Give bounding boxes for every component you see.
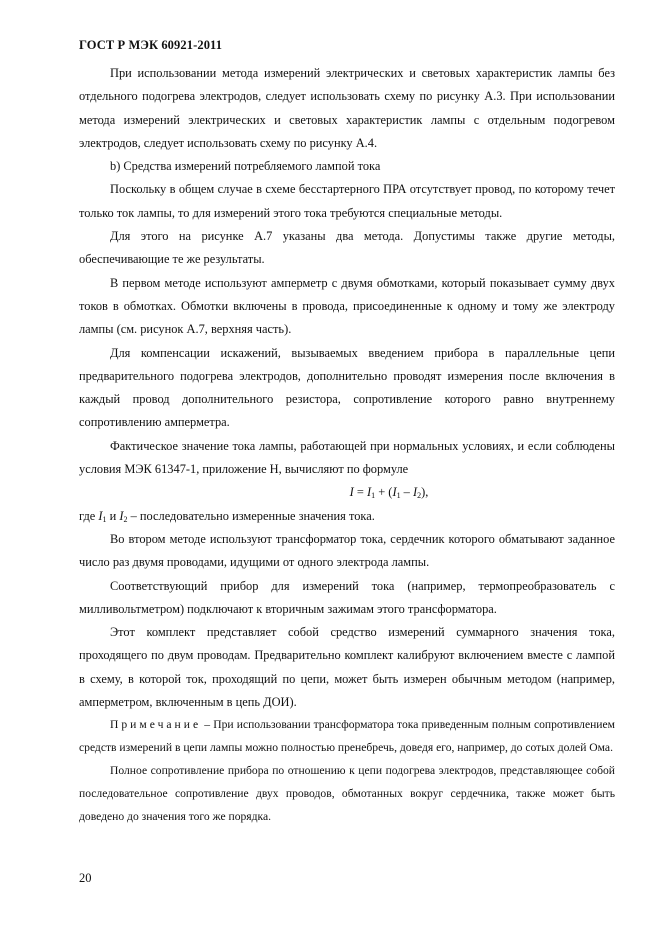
note-text: – При использовании трансформатора тока приведенным полным сопротивлением средств измерений в цепи лампы можно полностью пренебречь, доведя его, например, до сотых долей Ома. [79,718,615,755]
paragraph-ballast: Поскольку в общем случае в схеме бесстартерного ПРА отсутствует провод, по которому течет только ток лампы, то для измерений этого тока требуются специальные методы. [79,182,615,220]
formula-term-2-sub: 1 [396,491,401,501]
where-var-2: I [119,508,124,523]
where-var-1-sub: 1 [102,514,107,524]
paragraph-actual-current: Фактическое значение тока лампы, работающей при нормальных условиях, и если соблюдены условия МЭК 61347-1, приложение Н, вычисляют по формуле [79,438,615,477]
formula-lamp-current [79,481,615,504]
formula-term-3: I [412,485,418,500]
formula-term-1: I [366,485,372,500]
formula-term-1-sub: 1 [371,491,376,501]
formula-minus: – [400,485,413,500]
where-var-2-sub: 2 [123,514,128,524]
subsection-heading-b: b) Средства измерений потребляемого лампой тока [110,159,381,174]
paragraph-two-methods: Для этого на рисунке А.7 указаны два метода. Допустимы также другие методы, обеспечивающие те же результаты. [79,229,615,267]
paragraph-instrument: Соответствующий прибор для измерений тока (например, термопреобразователь с милливольтметром) подключают к вторичным зажимам этого трансформатора. [79,578,615,616]
document-header: ГОСТ Р МЭК 60921-2011 [79,38,223,52]
paragraph-schemes: При использовании метода измерений электрических и световых характеристик лампы без отдельного подогрева электродов, следует использовать схему по рисунку А.3. При использовании метода измерений электрических и световых характеристик лампы с отдельным подогревом электродов, следует использовать схему по рисунку А.4. [79,66,615,150]
paragraph-impedance: Полное сопротивление прибора по отношению к цепи подогрева электродов, представляющее собой последовательное сопротивление двух проводов, обмотанных вокруг сердечника, также может быть доведено до значения того же порядка. [79,763,615,823]
formula-plus-open: + ( [375,485,393,500]
note-label: Примечание [110,718,202,732]
page-number: 20 [79,871,92,885]
formula-term-3-sub: 2 [417,491,422,501]
where-tail: – последовательно измеренные значения тока. [127,508,375,523]
where-and: и [106,508,120,523]
paragraph-compensation: Для компенсации искажений, вызываемых введением прибора в параллельные цепи предварительного подогрева электродов, дополнительно проводят измерения после включения в каждый провод дополнительного резистора, сопротивление которого равно внутреннему сопротивлению амперметра. [79,345,615,430]
where-prefix: где [79,508,99,523]
formula-close: ), [421,485,429,500]
formula-eq: = [353,485,367,500]
formula-lhs: I [349,485,354,500]
document-body [79,62,615,828]
formula-term-2: I [392,485,397,500]
where-var-1: I [98,508,103,523]
paragraph-kit: Этот комплект представляет собой средство измерений суммарного значения тока, проходящего по двум проводам. Предварительно комплект калибруют включением вместе с лампой в схему, в которой ток, проходящий по цепи, может быть измерен обычным методом (например, амперметром, включенным в цепь ДОИ). [79,625,615,710]
paragraph-second-method: Во втором методе используют трансформатор тока, сердечник которого обматывают заданное число раз двумя проводами, идущими от одного электрода лампы. [79,531,615,570]
note-block [79,714,615,760]
paragraph-where [79,505,615,528]
paragraph-first-method: В первом методе используют амперметр с двумя обмотками, который показывает сумму двух токов в обмотках. Обмотки включены в провода, присоединенные к одному и тому же электроду лампы (см. рисунок А.7, верхняя часть). [79,275,615,337]
